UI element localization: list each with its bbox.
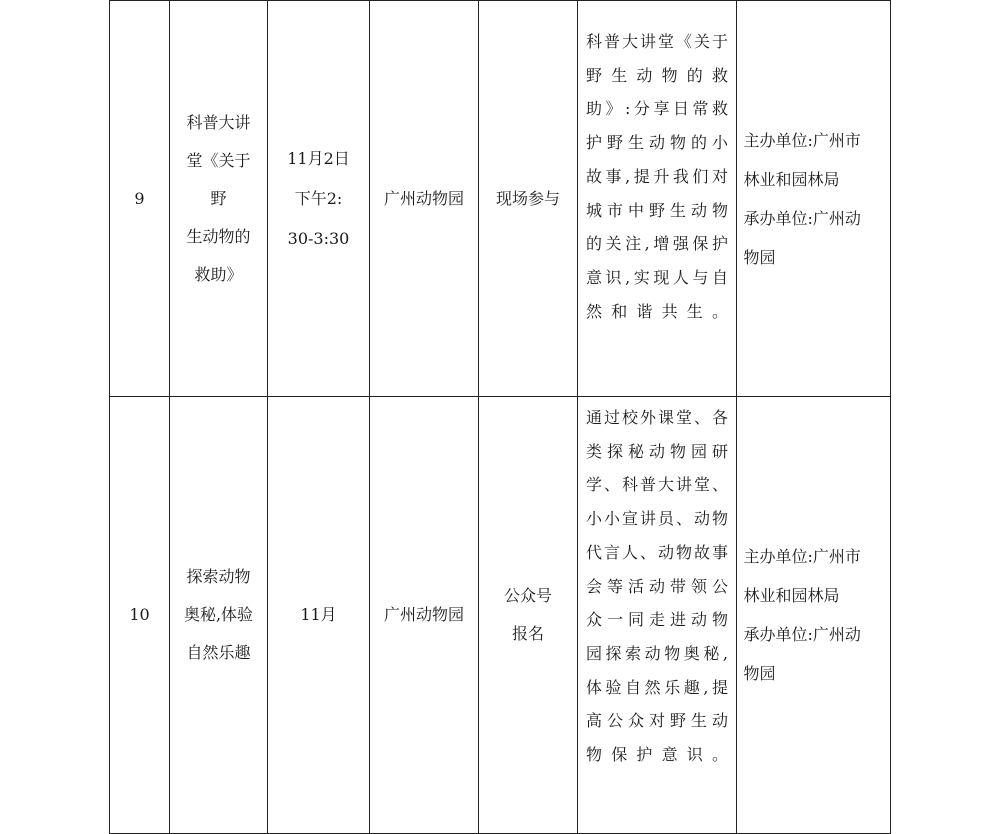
- row-index-cell: [110, 397, 170, 834]
- event-time-cell: [268, 1, 370, 397]
- organizer-cell: [737, 397, 891, 834]
- event-description-cell: [578, 397, 737, 834]
- row-index: 10: [129, 605, 150, 624]
- event-venue-cell: [370, 397, 479, 834]
- row-index: 9: [134, 188, 145, 208]
- table-row: [110, 1, 891, 397]
- organizer-cell: [737, 1, 891, 397]
- organizer-info: 主办单位:广州市 林业和园林局 承办单位:广州动 物园: [743, 130, 861, 267]
- event-description-cell: [578, 1, 737, 397]
- participation-mode-cell: [479, 1, 578, 397]
- event-name-cell: [170, 1, 268, 397]
- event-venue: 广州动物园: [383, 188, 464, 208]
- event-name: 科普大讲 堂《关于野 生动物的 救助》: [186, 112, 251, 284]
- event-venue-cell: [370, 1, 479, 397]
- event-description: 科普大讲堂《关于 野生动物的救 助》:分享日常救 护野生动物的小 故事,提升我们对 城市中野生动物 的关注,增强保护 意识,实现人与自 然和谐共生。: [586, 32, 728, 321]
- event-venue: 广州动物园: [383, 605, 464, 624]
- participation-mode-cell: [479, 397, 578, 834]
- participation-mode: 现场参与: [495, 188, 560, 208]
- event-name: 探索动物 奥秘,体验 自然乐趣: [183, 567, 254, 662]
- event-time-cell: [268, 397, 370, 834]
- participation-mode: 公众号 报名: [503, 586, 552, 643]
- row-index-cell: [110, 1, 170, 397]
- event-time: 11月: [300, 605, 337, 624]
- organizer-info: 主办单位:广州市 林业和园林局 承办单位:广州动 物园: [743, 547, 861, 683]
- event-schedule-table: [109, 0, 891, 834]
- table-row: [110, 397, 891, 834]
- event-description: 通过校外课堂、各 类探秘动物园研 学、科普大讲堂、 小小宣讲员、动物 代言人、动物故事 会等活动带领公 众一同走进动物 园探索动物奥秘, 体验自然乐趣,提 高公众对野生动 物保护意识。: [586, 408, 728, 765]
- event-time: 11月2日 下午2: 30-3:30: [287, 148, 350, 248]
- event-name-cell: [170, 397, 268, 834]
